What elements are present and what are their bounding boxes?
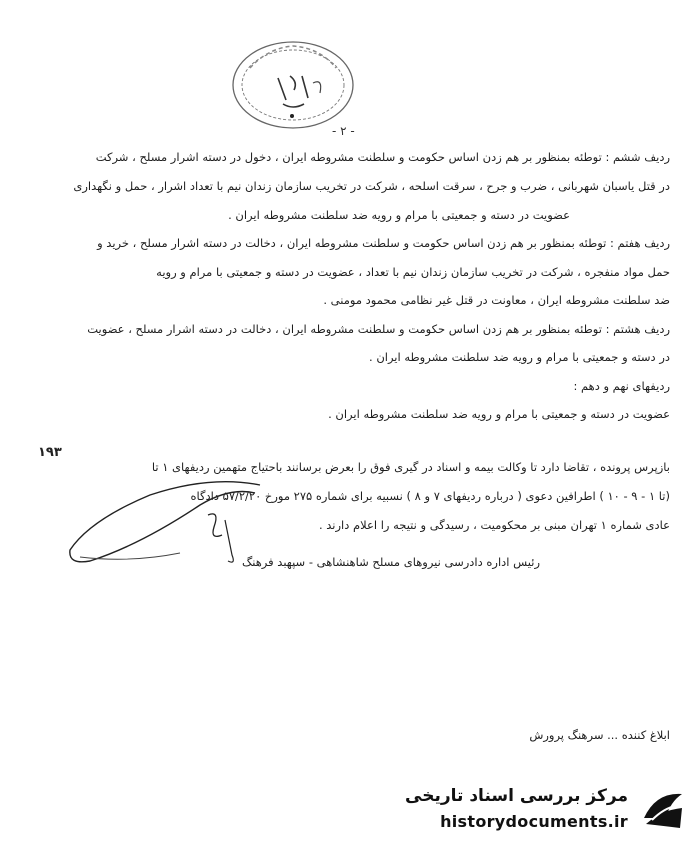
archive-site: historydocuments.ir [440, 812, 628, 831]
paragraph-line: ردیف هشتم : توطئه بمنظور بر هم زدن اساس حکومت و سلطنت مشروطه ایران ، دخالت در دسته اشرار مسلح ، عضویت [87, 322, 670, 336]
paragraph-line: ضد سلطنت مشروطه ایران ، معاونت در قتل غیر نظامی محمود مومنی . [323, 293, 670, 307]
archive-name: مرکز بررسی اسناد تاریخی [405, 786, 628, 806]
paragraph-line: ردیف ششم : توطئه بمنظور بر هم زدن اساس حکومت و سلطنت مشروطه ایران ، دخول در دسته اشرار مسلح ، شرکت [95, 150, 670, 164]
paragraph-line: عضویت در دسته و جمعیتی با مرام و رویه ضد سلطنت مشروطه ایران . [328, 407, 670, 421]
paragraph-line: ردیفهای نهم و دهم : [573, 379, 670, 393]
paragraph-line: بازپرس پرونده ، تقاضا دارد تا وکالت بیمه و اسناد در گیری فوق را بعرض برسانند باحتیاج متهمین ردیفهای ۱ تا [151, 460, 670, 474]
paragraph-line: حمل مواد منفجره ، شرکت در تخریب سازمان زندان نیم با تعداد ، عضویت در دسته و جمعیتی با مرام و رویه [156, 265, 670, 279]
paragraph-line: عادی شماره ۱ تهران مبنی بر محکومیت ، رسیدگی و نتیجه را اعلام دارند . [318, 518, 670, 532]
handwritten-signature-icon [60, 465, 280, 575]
paragraph-line: رئیس اداره دادرسی نیروهای مسلح شاهنشاهی - سپهبد فرهنگ [241, 555, 540, 569]
paragraph-line: در دسته و جمعیتی با مرام و رویه ضد سلطنت مشروطه ایران . [369, 350, 670, 364]
archive-logo-icon [636, 784, 690, 838]
paragraph-line: ردیف هفتم : توطئه بمنظور بر هم زدن اساس حکومت و سلطنت مشروطه ایران ، دخالت در دسته اشرار مسلح ، خرید و [97, 236, 670, 250]
official-seal-icon [228, 38, 358, 133]
archive-watermark [405, 782, 694, 840]
page-number: - ۲ - [332, 124, 355, 138]
margin-number: ۱۹۳ [38, 445, 62, 460]
paragraph-line: عضویت در دسته و جمعیتی با مرام و رویه ضد سلطنت مشروطه ایران . [228, 208, 570, 222]
paragraph-line: ابلاغ کننده ... سرهنگ پرورش [529, 728, 670, 742]
paragraph-line: (تا ۱ - ۹ - ۱۰ ) اطرافین دعوی ( درباره ردیفهای ۷ و ۸ ) نسبیه برای شماره ۲۷۵ مورخ ۵۷/۲/۲۰ دادگاه [190, 489, 670, 503]
paragraph-line: در قتل یاسبان شهربانی ، ضرب و جرح ، سرقت اسلحه ، شرکت در تخریب سازمان زندان نیم با تعداد اشرار ، حمل و نگهداری [73, 179, 670, 193]
